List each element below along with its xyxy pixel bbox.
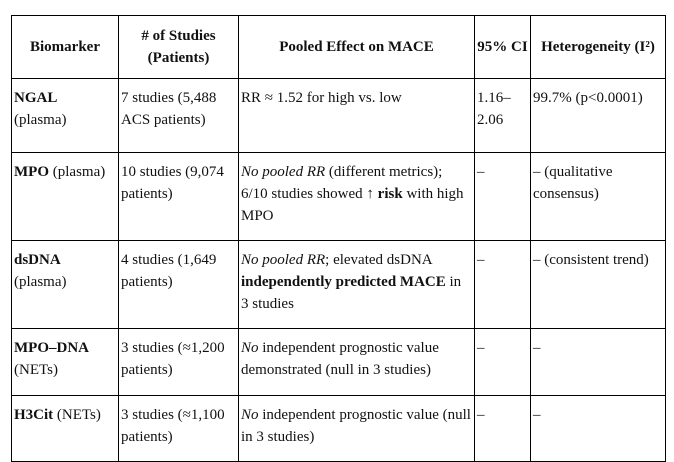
ci-cell: – [475, 396, 531, 462]
studies-cell: 3 studies (≈1,100 patients) [119, 396, 239, 462]
ci-cell: 1.16–2.06 [475, 79, 531, 153]
biomarker-name: MPO–DNA [14, 340, 89, 356]
studies-cell: 4 studies (1,649 patients) [119, 241, 239, 329]
pooled-italic: No pooled RR [241, 252, 326, 268]
studies-cell: 7 studies (5,488 ACS patients) [119, 79, 239, 153]
biomarker-source: (NETs) [56, 407, 101, 423]
table-row [12, 241, 666, 329]
pooled-effect-cell [239, 329, 475, 396]
ci-cell: – [475, 153, 531, 241]
pooled-tail: independent prognostic value demonstrated (null in 3 studies) [241, 340, 439, 378]
pooled-tail: in 3 studies [241, 274, 462, 312]
pooled-effect-cell [239, 79, 475, 153]
biomarker-cell [12, 241, 119, 329]
biomarker-name: NGAL [14, 90, 58, 106]
heterogeneity-cell: 99.7% (p<0.0001) [531, 79, 666, 153]
biomarker-cell [12, 329, 119, 396]
table-row [12, 79, 666, 153]
studies-cell: 10 studies (9,074 patients) [119, 153, 239, 241]
pooled-effect-cell [239, 153, 475, 241]
pooled-effect-cell [239, 396, 475, 462]
biomarker-source: (plasma) [14, 274, 67, 290]
heterogeneity-cell: – (qualitative consensus) [531, 153, 666, 241]
pooled-italic: No [241, 407, 259, 423]
biomarker-cell [12, 79, 119, 153]
heterogeneity-cell: – [531, 329, 666, 396]
table-row [12, 153, 666, 241]
table-row [12, 329, 666, 396]
pooled-mid: (different metrics); 6/10 studies showed ↑ [241, 164, 443, 202]
pooled-mid: ; elevated dsDNA [325, 252, 432, 268]
biomarker-table [11, 15, 666, 462]
header-ci: 95% CI [475, 16, 531, 79]
table-header-row [12, 16, 666, 79]
biomarker-name: MPO [14, 164, 49, 180]
pooled-bold: independently predicted MACE [241, 274, 446, 290]
heterogeneity-cell: – [531, 396, 666, 462]
table-row [12, 396, 666, 462]
biomarker-name: H3Cit [14, 407, 54, 423]
pooled-text: RR ≈ 1.52 for high vs. low [241, 90, 402, 106]
biomarker-source: (NETs) [14, 362, 58, 378]
pooled-tail: with high MPO [241, 186, 464, 224]
biomarker-source: (plasma) [14, 112, 67, 128]
studies-cell: 3 studies (≈1,200 patients) [119, 329, 239, 396]
heterogeneity-cell: – (consistent trend) [531, 241, 666, 329]
pooled-italic: No pooled RR [241, 164, 326, 180]
ci-cell: – [475, 241, 531, 329]
pooled-effect-cell [239, 241, 475, 329]
header-pooled-effect: Pooled Effect on MACE [239, 16, 475, 79]
header-biomarker: Biomarker [12, 16, 119, 79]
biomarker-name: dsDNA [14, 252, 61, 268]
header-studies: # of Studies (Patients) [119, 16, 239, 79]
ci-cell: – [475, 329, 531, 396]
pooled-bold: risk [377, 186, 403, 202]
pooled-tail: independent prognostic value (null in 3 studies) [241, 407, 471, 445]
header-heterogeneity: Heterogeneity (I²) [531, 16, 666, 79]
biomarker-cell [12, 396, 119, 462]
biomarker-cell [12, 153, 119, 241]
pooled-italic: No [241, 340, 259, 356]
biomarker-source: (plasma) [52, 164, 106, 180]
